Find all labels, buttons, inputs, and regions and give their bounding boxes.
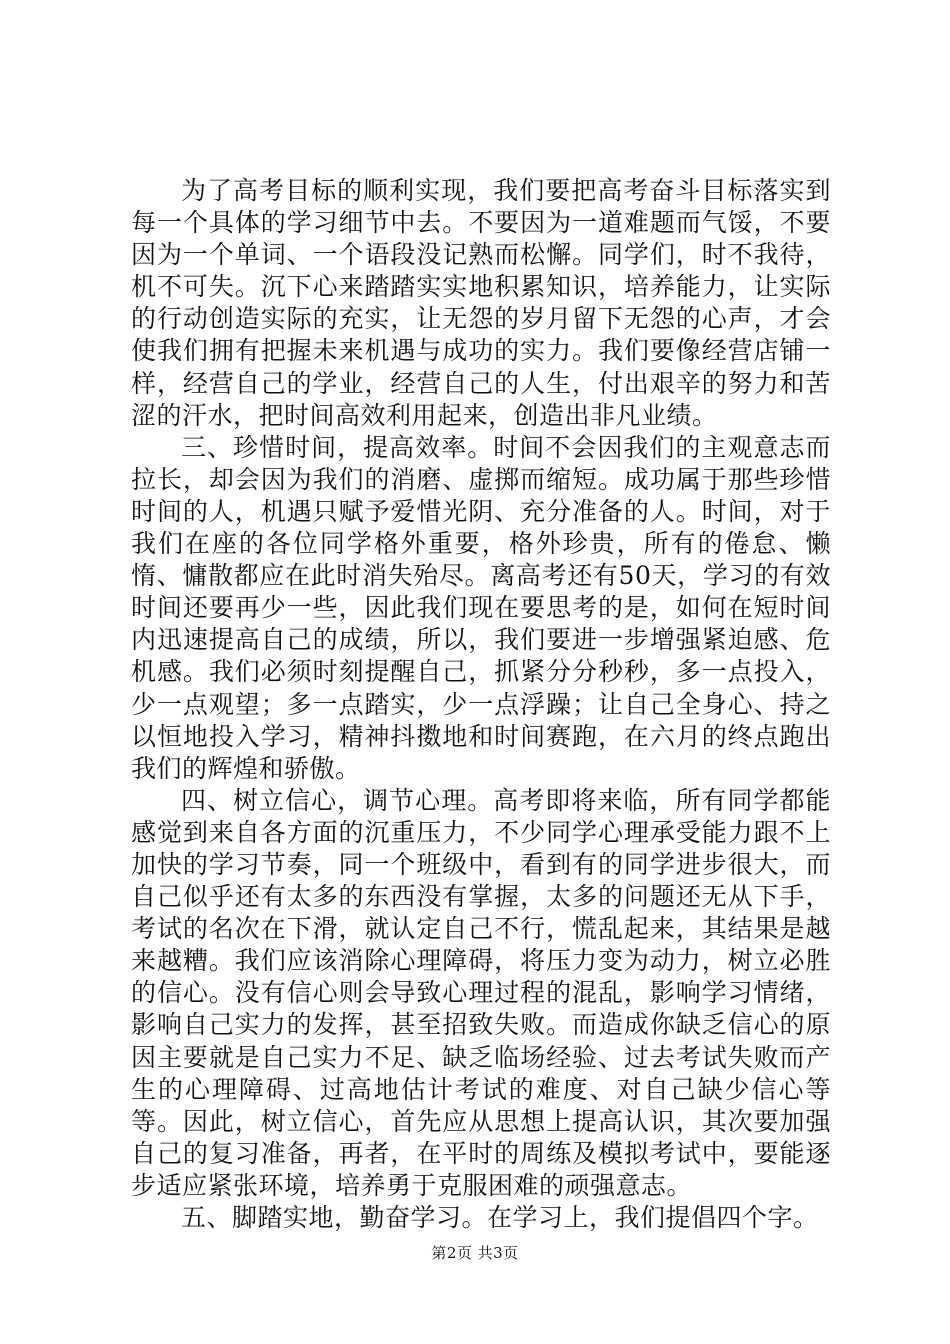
paragraph-build-confidence: 四、树立信心，调节心理。高考即将来临，所有同学都能感觉到来自各方面的沉重压力，不少同学心理承受能力跟不上加快的学习节奏，同一个班级中，看到有的同学进步很大，而自己似乎还有太多的东西没有掌握，太多的问题还无从下手，考试的名次在下滑，就认定自己不行，慌乱起来，其结果是越来越糟。我们应该消除心理障碍，将压力变为动力，树立必胜的信心。没有信心则会导致心理过程的混乱，影响学习情绪，影响自己实力的发挥，甚至招致失败。而造成你缺乏信心的原因主要就是自己实力不足、缺乏临场经验、过去考试失败而产生的心理障碍、过高地估计考试的难度、对自己缺少信心等等。因此，树立信心，首先应从思想上提高认识，其次要加强自己的复习准备，再者，在平时的周练及模拟考试中，要能逐步适应紧张环境，培养勇于克服困难的顽强意志。: [131, 785, 831, 1200]
paragraph-goal-implementation: 为了高考目标的顺利实现，我们要把高考奋斗目标落实到每一个具体的学习细节中去。不要因为一道难题而气馁，不要因为一个单词、一个语段没记熟而松懈。同学们，时不我待，机不可失。沉下心来踏踏实实地积累知识，培养能力，让实际的行动创造实际的充实，让无怨的岁月留下无怨的心声，才会使我们拥有把握未来机遇与成功的实力。我们要像经营店铺一样，经营自己的学业，经营自己的人生，付出艰辛的努力和苦涩的汗水，把时间高效利用起来，创造出非凡业绩。: [131, 176, 831, 430]
paragraph-study-diligently: 五、脚踏实地，勤奋学习。在学习上，我们提倡四个字。: [181, 1203, 819, 1232]
page-number-footer: 第2页 共3页: [431, 1244, 519, 1262]
paragraph-cherish-time: 三、珍惜时间，提高效率。时间不会因我们的主观意志而拉长，却会因为我们的消磨、虚掷而缩短。成功属于那些珍惜时间的人，机遇只赋予爱惜光阴、充分准备的人。时间，对于我们在座的各位同学格外重要，格外珍贵，所有的倦怠、懒惰、慵散都应在此时消失殆尽。离高考还有50天，学习的有效时间还要再少一些，因此我们现在要思考的是，如何在短时间内迅速提高自己的成绩，所以，我们要进一步增强紧迫感、危机感。我们必须时刻提醒自己，抓紧分分秒秒，多一点投入，少一点观望；多一点踏实，少一点浮躁；让自己全身心、持之以恒地投入学习，精神抖擞地和时间赛跑，在六月的终点跑出我们的辉煌和骄傲。: [131, 432, 831, 783]
body-text: [131, 175, 831, 1234]
